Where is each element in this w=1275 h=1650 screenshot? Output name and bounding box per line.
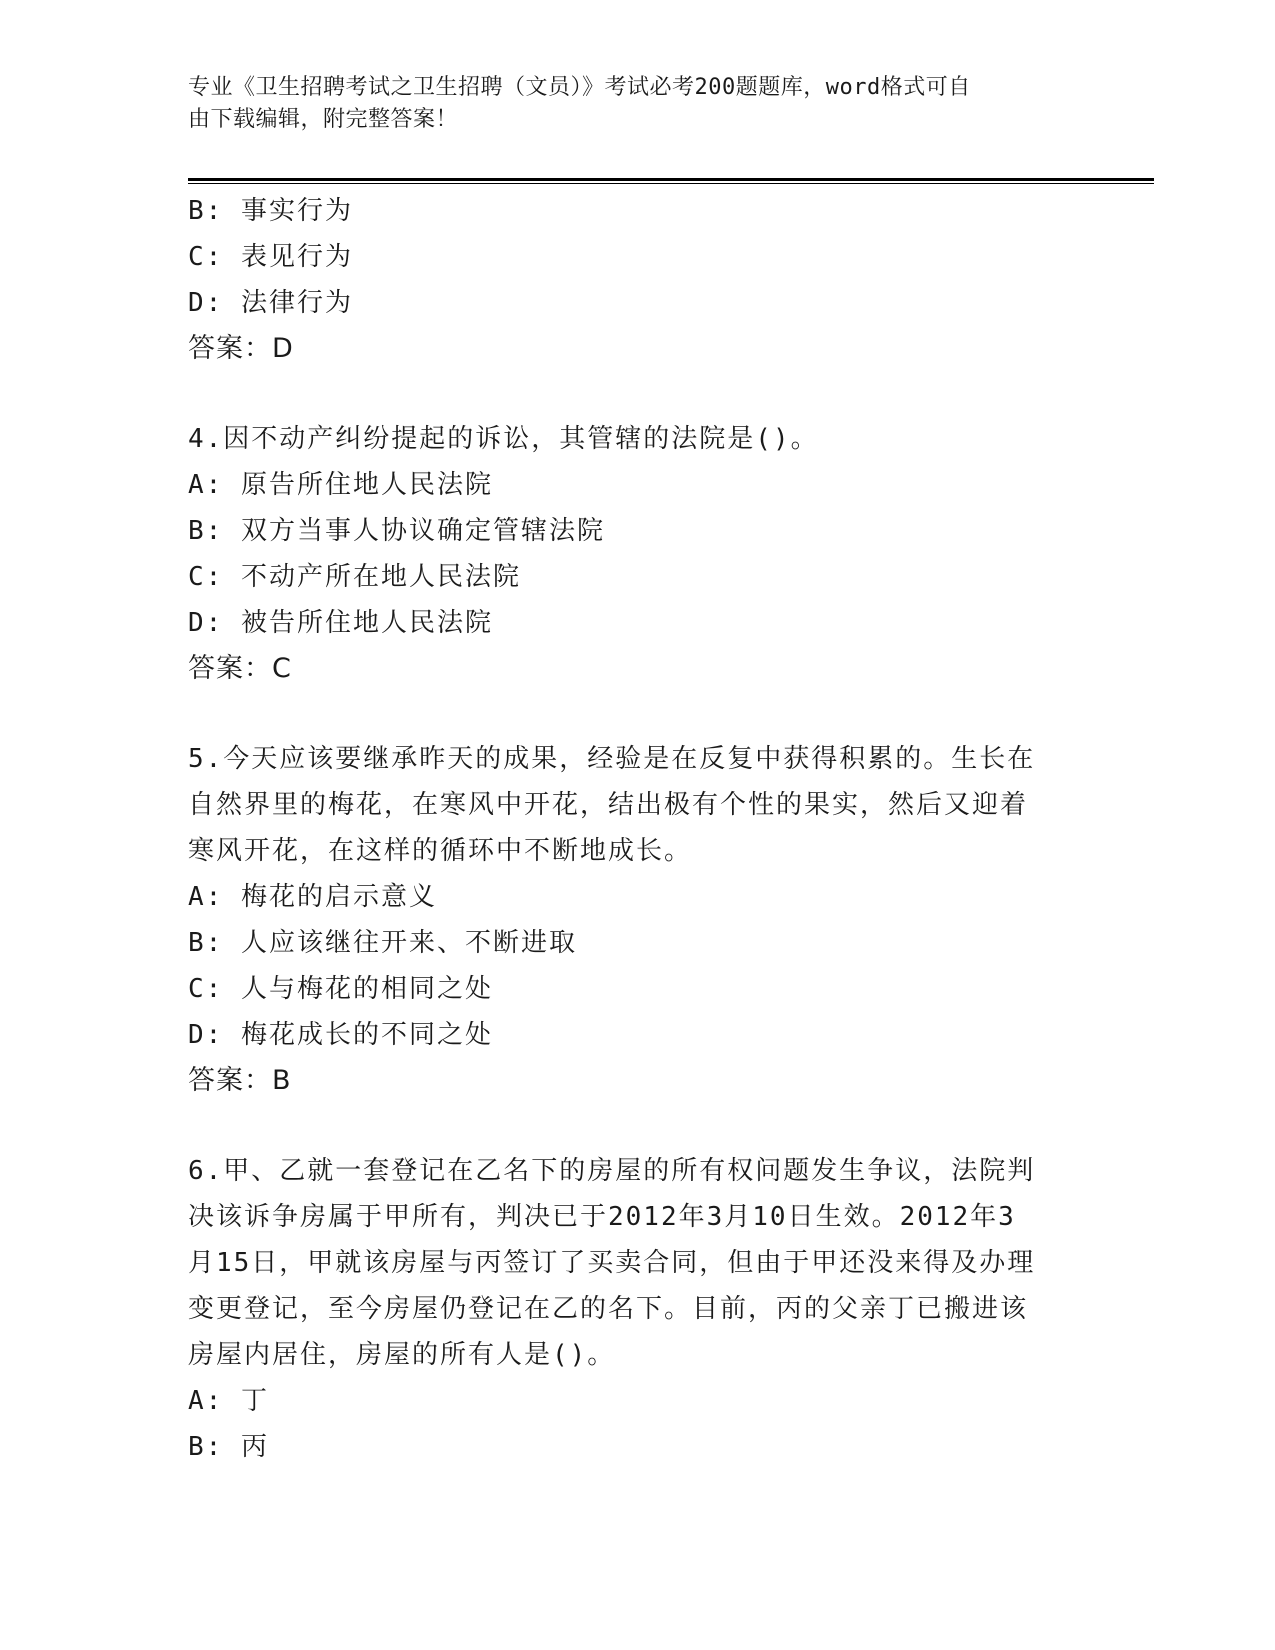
question-stem-line: 5.今天应该要继承昨天的成果，经验是在反复中获得积累的。生长在 (188, 744, 1036, 774)
option-c: C: 表见行为 (188, 242, 353, 272)
question-list (188, 188, 1088, 1470)
option-c: C: 人与梅花的相同之处 (188, 974, 493, 1004)
question-stem-line: 自然界里的梅花，在寒风中开花，结出极有个性的果实，然后又迎着 (188, 790, 1029, 820)
answer-label: 答案：B (188, 1065, 292, 1096)
question-stem-line: 月15日，甲就该房屋与丙签订了买卖合同，但由于甲还没来得及办理 (188, 1248, 1036, 1278)
option-c: C: 不动产所在地人民法院 (188, 562, 521, 592)
question-stem-line: 房屋内居住，房屋的所有人是()。 (188, 1340, 616, 1370)
header-divider-thin (188, 183, 1154, 184)
header-line-2: 由下载编辑，附完整答案！ (188, 107, 459, 132)
answer-label: 答案：C (188, 653, 292, 684)
option-d: D: 法律行为 (188, 288, 353, 318)
option-d: D: 梅花成长的不同之处 (188, 1020, 493, 1050)
option-d: D: 被告所住地人民法院 (188, 608, 493, 638)
question-spacer (188, 692, 1088, 736)
question-stem: 4.因不动产纠纷提起的诉讼，其管辖的法院是()。 (188, 424, 819, 454)
question-3 (188, 188, 1088, 372)
option-a: A: 梅花的启示意义 (188, 882, 437, 912)
question-stem-line: 变更登记，至今房屋仍登记在乙的名下。目前，丙的父亲丁已搬进该 (188, 1294, 1029, 1324)
question-5 (188, 736, 1088, 1104)
question-stem-line: 寒风开花，在这样的循环中不断地成长。 (188, 836, 693, 866)
option-b: B: 人应该继往开来、不断进取 (188, 928, 577, 958)
question-stem-line: 6.甲、乙就一套登记在乙名下的房屋的所有权问题发生争议，法院判 (188, 1156, 1036, 1186)
question-6 (188, 1148, 1088, 1470)
question-4 (188, 416, 1088, 692)
header-divider-thick (188, 178, 1154, 181)
option-b: B: 双方当事人协议确定管辖法院 (188, 516, 605, 546)
header-line-1: 专业《卫生招聘考试之卫生招聘（文员）》考试必考200题题库，word格式可自 (188, 75, 971, 100)
option-b: B: 丙 (188, 1432, 269, 1462)
question-spacer (188, 1104, 1088, 1148)
document-header (188, 72, 1068, 136)
option-b: B: 事实行为 (188, 196, 353, 226)
question-spacer (188, 372, 1088, 416)
option-a: A: 丁 (188, 1386, 269, 1416)
question-stem-line: 决该诉争房属于甲所有，判决已于2012年3月10日生效。2012年3 (188, 1202, 1016, 1232)
option-a: A: 原告所住地人民法院 (188, 470, 493, 500)
answer-label: 答案：D (188, 333, 294, 364)
